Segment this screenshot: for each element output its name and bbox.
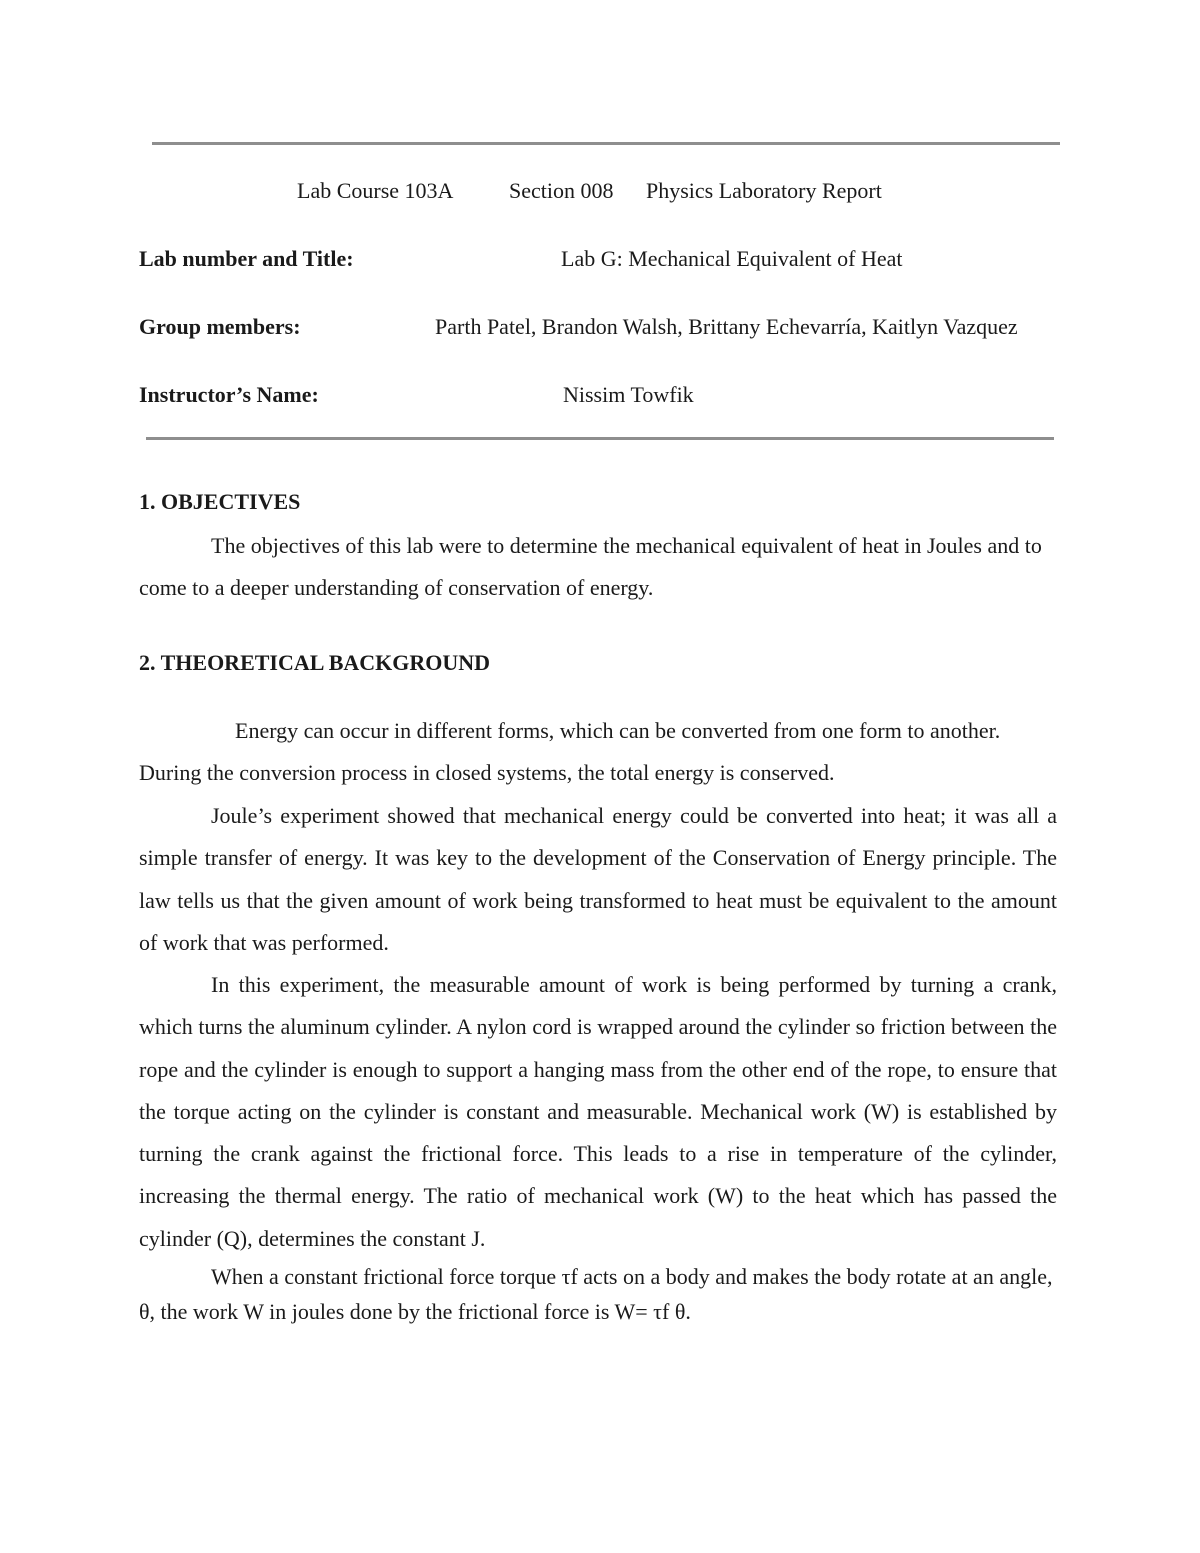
background-heading: 2. THEORETICAL BACKGROUND: [139, 650, 491, 675]
lab-title-row: [139, 244, 1059, 274]
course-label: Lab Course 103A: [297, 178, 454, 203]
lab-title-value: Lab G: Mechanical Equivalent of Heat: [561, 246, 903, 271]
instructor-label: Instructor’s Name:: [139, 382, 319, 407]
background-paragraph-2: Joule’s experiment showed that mechanical energy could be converted into heat; it was all a simple transfer of energy. It was key to the development of the Conservation of Energy principle. The law tells us that the given amount of work being transformed to heat must be equivalent to the amount of work that was performed.: [139, 803, 1057, 955]
background-paragraph-4: When a constant frictional force torque τf acts on a body and makes the body rotate at an angle, θ, the work W in joules done by the frictional force is W= τf θ.: [139, 1264, 1053, 1324]
instructor-value: Nissim Towfik: [563, 382, 694, 407]
section-label: Section 008: [509, 178, 614, 203]
objectives-paragraph: The objectives of this lab were to determine the mechanical equivalent of heat in Joules and to come to a deeper understanding of conservation of energy.: [139, 533, 1042, 601]
group-members-value: Parth Patel, Brandon Walsh, Brittany Echevarría, Kaitlyn Vazquez: [435, 314, 1018, 339]
top-divider: [152, 142, 1060, 145]
group-members-row: [139, 312, 1059, 342]
background-paragraph-1: Energy can occur in different forms, which can be converted from one form to another. During the conversion process in closed systems, the total energy is conserved.: [139, 718, 1001, 786]
instructor-row: [139, 380, 1059, 410]
lab-title-label: Lab number and Title:: [139, 246, 354, 271]
bottom-divider: [146, 437, 1054, 440]
background-paragraph-3: In this experiment, the measurable amount of work is being performed by turning a crank, which turns the aluminum cylinder. A nylon cord is wrapped around the cylinder so friction between the rope and the cylinder is enough to support a hanging mass from the other end of the rope, to ensure that the torque acting on the cylinder is constant and measurable. Mechanical work (W) is established by turning the crank against the frictional force. This leads to a rise in temperature of the cylinder, increasing the thermal energy. The ratio of mechanical work (W) to the heat which has passed the cylinder (Q), determines the constant J.: [139, 972, 1057, 1251]
report-type-label: Physics Laboratory Report: [646, 178, 882, 203]
objectives-heading: 1. OBJECTIVES: [139, 489, 301, 514]
group-members-label: Group members:: [139, 314, 301, 339]
